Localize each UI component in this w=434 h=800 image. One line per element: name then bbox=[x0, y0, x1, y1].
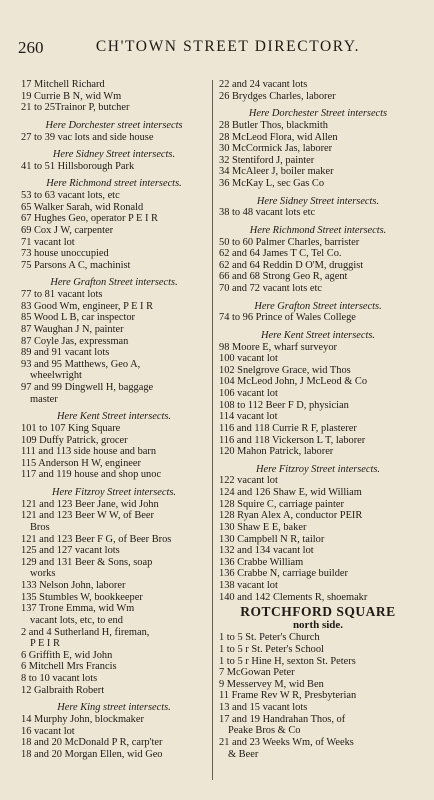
street-intersection-heading: Here Richmond Street intersects. bbox=[249, 224, 387, 236]
street-intersection-heading: Here Grafton Street intersects. bbox=[50, 277, 178, 289]
street-intersection-heading: Here Sidney Street intersects. bbox=[256, 195, 380, 207]
square-subheading: north side. bbox=[292, 619, 344, 632]
directory-entry: 140 and 142 Clements R, shoemakr bbox=[219, 591, 368, 603]
entry-continuation: Bros bbox=[30, 521, 50, 533]
directory-entry: 19 Currie B N, wid Wm bbox=[21, 90, 122, 102]
page-number: 260 bbox=[18, 38, 44, 57]
directory-entry bbox=[219, 737, 417, 760]
directory-entry: 27 to 39 vac lots and side house bbox=[21, 131, 154, 143]
directory-entry: 1 to 5 St. Peter's Church bbox=[219, 632, 320, 644]
directory-entry: 13 and 15 vacant lots bbox=[219, 702, 308, 713]
directory-entry: 116 and 118 Currie R F, plasterer bbox=[219, 422, 357, 434]
entry-text: 137 Trone Emma, wid Wm bbox=[21, 603, 135, 615]
square-heading: ROTCHFORD SQUARE bbox=[240, 604, 396, 620]
page-header bbox=[18, 38, 418, 58]
directory-entry: 108 to 112 Beer F D, physician bbox=[219, 399, 349, 411]
street-intersection-heading: Here Fitzroy Street intersects. bbox=[255, 463, 381, 475]
directory-entry: 1 to 5 r Hine H, sexton St. Peters bbox=[219, 655, 356, 667]
left-column bbox=[21, 79, 207, 760]
entry-text: 2 and 4 Sutherland H, fireman, bbox=[21, 626, 150, 638]
directory-entry: 109 Duffy Patrick, grocer bbox=[21, 434, 128, 446]
directory-entry: 104 McLeod John, J McLeod & Co bbox=[219, 376, 368, 388]
directory-entry: 6 Griffith E, wid John bbox=[21, 649, 113, 661]
directory-entry bbox=[21, 382, 207, 405]
directory-entry bbox=[219, 714, 417, 737]
entry-continuation: master bbox=[30, 393, 58, 405]
street-intersection-heading: Here Fitzroy Street intersects. bbox=[51, 487, 177, 498]
right-column bbox=[219, 79, 417, 760]
street-intersection-heading: Here King street intersects. bbox=[57, 702, 171, 714]
directory-entry: 133 Nelson John, laborer bbox=[21, 580, 126, 591]
directory-entry: 1 to 5 r St. Peter's School bbox=[219, 643, 324, 655]
directory-entry: 50 to 60 Palmer Charles, barrister bbox=[219, 236, 360, 248]
directory-entry: 11 Frame Rev W R, Presbyterian bbox=[219, 690, 357, 702]
street-intersection-heading: Here Dorchester street intersects bbox=[45, 119, 183, 131]
directory-entry: 34 McAleer J, boiler maker bbox=[219, 166, 334, 178]
directory-entry: 121 and 123 Beer F G, of Beer Bros bbox=[21, 533, 172, 545]
directory-entry: 28 Butler Thos, blackmith bbox=[219, 119, 328, 131]
directory-entry: 100 vacant lot bbox=[219, 353, 278, 365]
entry-continuation: P E I R bbox=[30, 638, 60, 650]
directory-entry: 71 vacant lot bbox=[21, 236, 75, 248]
directory-entry: 115 Anderson H W, engineer bbox=[21, 457, 141, 469]
directory-entry bbox=[21, 359, 207, 382]
directory-entry: 14 Murphy John, blockmaker bbox=[21, 713, 144, 725]
directory-entry: 77 to 81 vacant lots bbox=[21, 289, 103, 300]
directory-entry: 62 and 64 Reddin D O'M, druggist bbox=[219, 259, 364, 271]
directory-entry: 38 to 48 vacant lots etc bbox=[219, 207, 316, 219]
directory-entry: 130 Shaw E E, baker bbox=[219, 521, 307, 533]
directory-entry: 26 Brydges Charles, laborer bbox=[219, 90, 336, 102]
directory-entry: 75 Parsons A C, machinist bbox=[21, 259, 131, 271]
directory-entry: 116 and 118 Vickerson L T, laborer bbox=[219, 434, 366, 446]
directory-entry: 16 vacant lot bbox=[21, 725, 75, 737]
street-intersection-heading: Here Sidney Street intersects. bbox=[52, 149, 176, 161]
directory-entry: 66 and 68 Strong Geo R, agent bbox=[219, 271, 348, 283]
directory-entry: 101 to 107 King Square bbox=[21, 422, 121, 434]
directory-entry: 53 to 63 vacant lots, etc bbox=[21, 190, 120, 201]
directory-entry: 117 and 119 house and shop unoc bbox=[21, 469, 162, 481]
directory-entry: 114 vacant lot bbox=[219, 411, 278, 423]
directory-entry: 32 Stentiford J, painter bbox=[219, 154, 315, 166]
directory-entry: 128 Ryan Alex A, conductor PEIR bbox=[219, 510, 363, 522]
entry-continuation: Peake Bros & Co bbox=[228, 725, 301, 737]
directory-entry: 89 and 91 vacant lots bbox=[21, 347, 110, 359]
entry-continuation: & Beer bbox=[228, 748, 259, 760]
directory-entry: 136 Crabbe William bbox=[219, 556, 304, 568]
street-intersection-heading: Here Dorchester Street intersects bbox=[248, 108, 388, 120]
directory-entry bbox=[21, 603, 207, 626]
directory-entry: 125 and 127 vacant lots bbox=[21, 545, 120, 557]
directory-entry: 36 McKay L, sec Gas Co bbox=[219, 178, 325, 189]
directory-entry: 121 and 123 Beer Jane, wid John bbox=[21, 498, 159, 510]
directory-entry: 98 Moore E, wharf surveyor bbox=[219, 341, 338, 353]
directory-entry: 74 to 96 Prince of Wales College bbox=[219, 312, 356, 324]
directory-entry: 130 Campbell N R, tailor bbox=[219, 533, 325, 545]
directory-entry: 12 Galbraith Robert bbox=[21, 684, 105, 696]
directory-entry: 22 and 24 vacant lots bbox=[219, 79, 308, 90]
directory-entry: 62 and 64 James T C, Tel Co. bbox=[219, 248, 342, 260]
entry-text: 97 and 99 Dingwell H, baggage bbox=[21, 382, 154, 393]
directory-entry: 41 to 51 Hillsborough Park bbox=[21, 160, 135, 172]
directory-entry: 9 Messervey M, wid Ben bbox=[219, 678, 324, 690]
directory-entry: 106 vacant lot bbox=[219, 388, 278, 399]
directory-entry bbox=[21, 510, 207, 533]
directory-entry bbox=[21, 627, 207, 650]
directory-entry: 65 Walker Sarah, wid Ronald bbox=[21, 201, 144, 213]
entry-text: 21 and 23 Weeks Wm, of Weeks bbox=[219, 736, 354, 748]
directory-entry: 102 Snelgrove Grace, wid Thos bbox=[219, 364, 351, 376]
directory-entry: 28 McLeod Flora, wid Allen bbox=[219, 131, 338, 143]
entry-text: 93 and 95 Matthews, Geo A, bbox=[21, 358, 141, 370]
entry-text: 17 and 19 Handrahan Thos, of bbox=[219, 713, 346, 725]
directory-entry: 132 and 134 vacant lot bbox=[219, 545, 314, 557]
entry-continuation: works bbox=[30, 568, 56, 580]
directory-entry: 136 Crabbe N, carriage builder bbox=[219, 568, 348, 580]
entry-text: 121 and 123 Beer W W, of Beer bbox=[21, 510, 154, 522]
directory-entry: 124 and 126 Shaw E, wid William bbox=[219, 487, 362, 498]
directory-entry: 85 Wood L B, car inspector bbox=[21, 312, 136, 324]
directory-entry: 6 Mitchell Mrs Francis bbox=[21, 661, 117, 673]
directory-entry: 87 Waughan J N, painter bbox=[21, 323, 124, 335]
directory-entry: 30 McCormick Jas, laborer bbox=[219, 143, 333, 155]
directory-entry: 73 house unoccupied bbox=[21, 248, 109, 260]
directory-entry: 128 Squire C, carriage painter bbox=[219, 498, 344, 510]
directory-entry bbox=[21, 557, 207, 580]
directory-entry: 135 Stumbles W, bookkeeper bbox=[21, 591, 143, 603]
entry-text: 129 and 131 Beer & Sons, soap bbox=[21, 556, 153, 568]
directory-entry: 17 Mitchell Richard bbox=[21, 79, 105, 90]
directory-entry: 7 McGowan Peter bbox=[219, 667, 295, 679]
directory-entry: 21 to 25Trainor P, butcher bbox=[21, 102, 130, 114]
directory-entry: 122 vacant lot bbox=[219, 475, 278, 487]
directory-entry: 18 and 20 McDonald P R, carp'ter bbox=[21, 737, 163, 749]
entry-continuation: vacant lots, etc, to end bbox=[30, 614, 123, 626]
directory-entry: 83 Good Wm, engineer, P E I R bbox=[21, 300, 154, 312]
directory-entry: 138 vacant lot bbox=[219, 580, 278, 591]
street-intersection-heading: Here Kent Street intersects. bbox=[56, 411, 172, 423]
directory-entry: 67 Hughes Geo, operator P E I R bbox=[21, 213, 158, 225]
directory-entry: 120 Mahon Patrick, laborer bbox=[219, 446, 334, 458]
street-intersection-heading: Here Kent Street intersects. bbox=[260, 329, 376, 341]
directory-entry: 69 Cox J W, carpenter bbox=[21, 224, 114, 236]
street-intersection-heading: Here Grafton Street intersects. bbox=[254, 300, 382, 312]
page-title: CH'TOWN STREET DIRECTORY. bbox=[95, 38, 361, 55]
directory-entry: 8 to 10 vacant lots bbox=[21, 673, 98, 684]
entry-continuation: wheelwright bbox=[30, 370, 82, 382]
directory-entry: 18 and 20 Morgan Ellen, wid Geo bbox=[21, 748, 163, 760]
directory-entry: 111 and 113 side house and barn bbox=[21, 446, 157, 458]
directory-entry: 70 and 72 vacant lots etc bbox=[219, 283, 323, 294]
column-divider bbox=[212, 80, 213, 780]
directory-entry: 87 Coyle Jas, expressman bbox=[21, 335, 129, 347]
street-intersection-heading: Here Richmond street intersects. bbox=[46, 178, 182, 190]
